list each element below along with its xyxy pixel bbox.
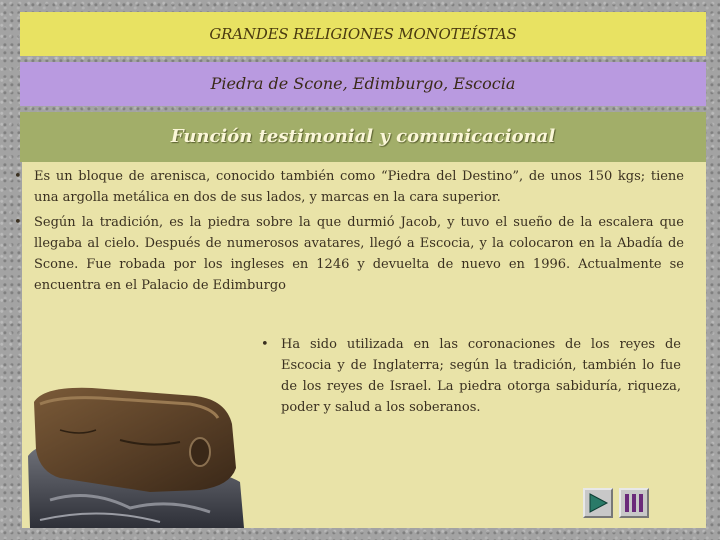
bullet-text: Ha sido utilizada en las coronaciones de los reyes de Escocia y de Inglaterra; según la tradición, también lo fue de los reyes de Israel. La piedra otorga sabiduría, riqueza, poder y salud a los soberanos. (281, 337, 681, 415)
play-triangle-icon (585, 490, 611, 516)
bullet-text: Es un bloque de arenisca, conocido también como “Piedra del Destino”, de unos 150 kgs; tiene una argolla metálica en dos de sus lados, y marcas en la cara superior. (34, 169, 684, 205)
section-title: GRANDES RELIGIONES MONOTEÍSTAS (209, 25, 517, 43)
bullet-marker: • (14, 215, 22, 230)
function-title: Función testimonial y comunicacional (170, 126, 556, 147)
next-slide-button[interactable] (583, 488, 613, 518)
right-bullet-list (255, 334, 681, 422)
last-slide-button[interactable] (619, 488, 649, 518)
list-item (255, 334, 681, 418)
slide-subtitle: Piedra de Scone, Edimburgo, Escocia (210, 74, 516, 93)
bullet-marker: • (261, 337, 269, 352)
bullet-marker: • (14, 169, 22, 184)
skip-to-end-icon (621, 490, 647, 516)
bullet-text: Según la tradición, es la piedra sobre la que durmió Jacob, y tuvo el sueño de la escalera que llegaba al cielo. Después de numerosos avatares, llegó a Escocia, y la colocaron en la Abadía de Scone. Fue robada por los ingleses en 1246 y devuelta de nuevo en 1996. Actualmente se encuentra en el Palacio de Edimburgo (34, 215, 684, 293)
